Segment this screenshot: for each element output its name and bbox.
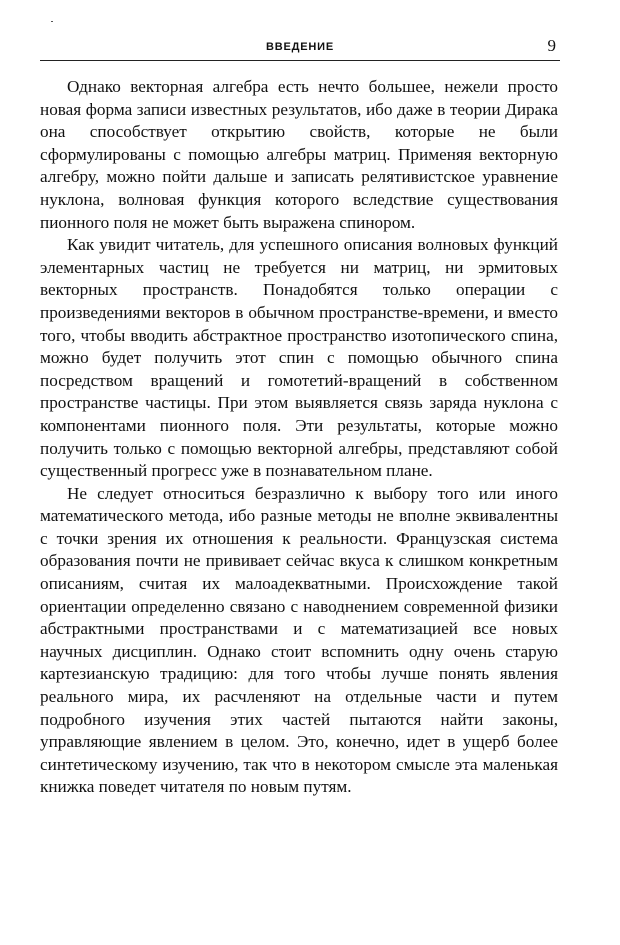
page-number: 9	[547, 36, 556, 55]
scan-speck	[51, 21, 53, 22]
paragraph-1: Однако векторная алгебра есть нечто большее, нежели просто новая форма записи известных результатов, ибо даже в теории Дирака она способствует открытию свойств, которые не были сформулированы с помощью алгебры матриц. Применяя векторную алгебру, можно пойти дальше и записать релятивистское уравнение нуклона, волновая функция которого вследствие существования пионного поля не может быть выражена спинором.	[40, 77, 558, 232]
paragraph-3: Не следует относиться безразлично к выбору того или иного математического метода, ибо разные методы не вполне эквивалентны с точки зрения их отношения к реальности. Французская система образования почти не прививает сейчас вкуса к слишком конкретным описаниям, считая их малоадекватными. Происхождение такой ориентации определенно связано с наводнением современной физики абстрактными пространствами и с математизацией все новых научных дисциплин. Однако стоит вспомнить одну очень старую картезианскую традицию: для того чтобы лучше понять явления реального мира, их расчленяют на отдельные части и путем подробного изучения этих частей пытаются найти законы, управляющие явлением в целом. Это, конечно, идет в ущерб более синтетическому изучению, так что в некотором смысле эта маленькая книжка поведет читателя по новым путям.	[40, 483, 558, 797]
running-header	[40, 38, 560, 61]
body-text	[40, 76, 558, 799]
paragraph-2: Как увидит читатель, для успешного описания волновых функций элементарных частиц не требуется ни матриц, ни эрмитовых векторных пространств. Понадобятся только операции с произведениями векторов в обычном пространстве-времени, и вместо того, чтобы вводить абстрактное пространство изотопического спина, можно будет получить этот спин с помощью обычного спина посредством вращений и гомотетий-вращений в собственном пространстве частицы. При этом выявляется связь заряда нуклона с компонентами пионного поля. Эти результаты, которые можно получить только с помощью векторной алгебры, представляют собой существенный прогресс уже в познавательном плане.	[40, 235, 558, 481]
chapter-title: ВВЕДЕНИЕ	[266, 41, 334, 53]
